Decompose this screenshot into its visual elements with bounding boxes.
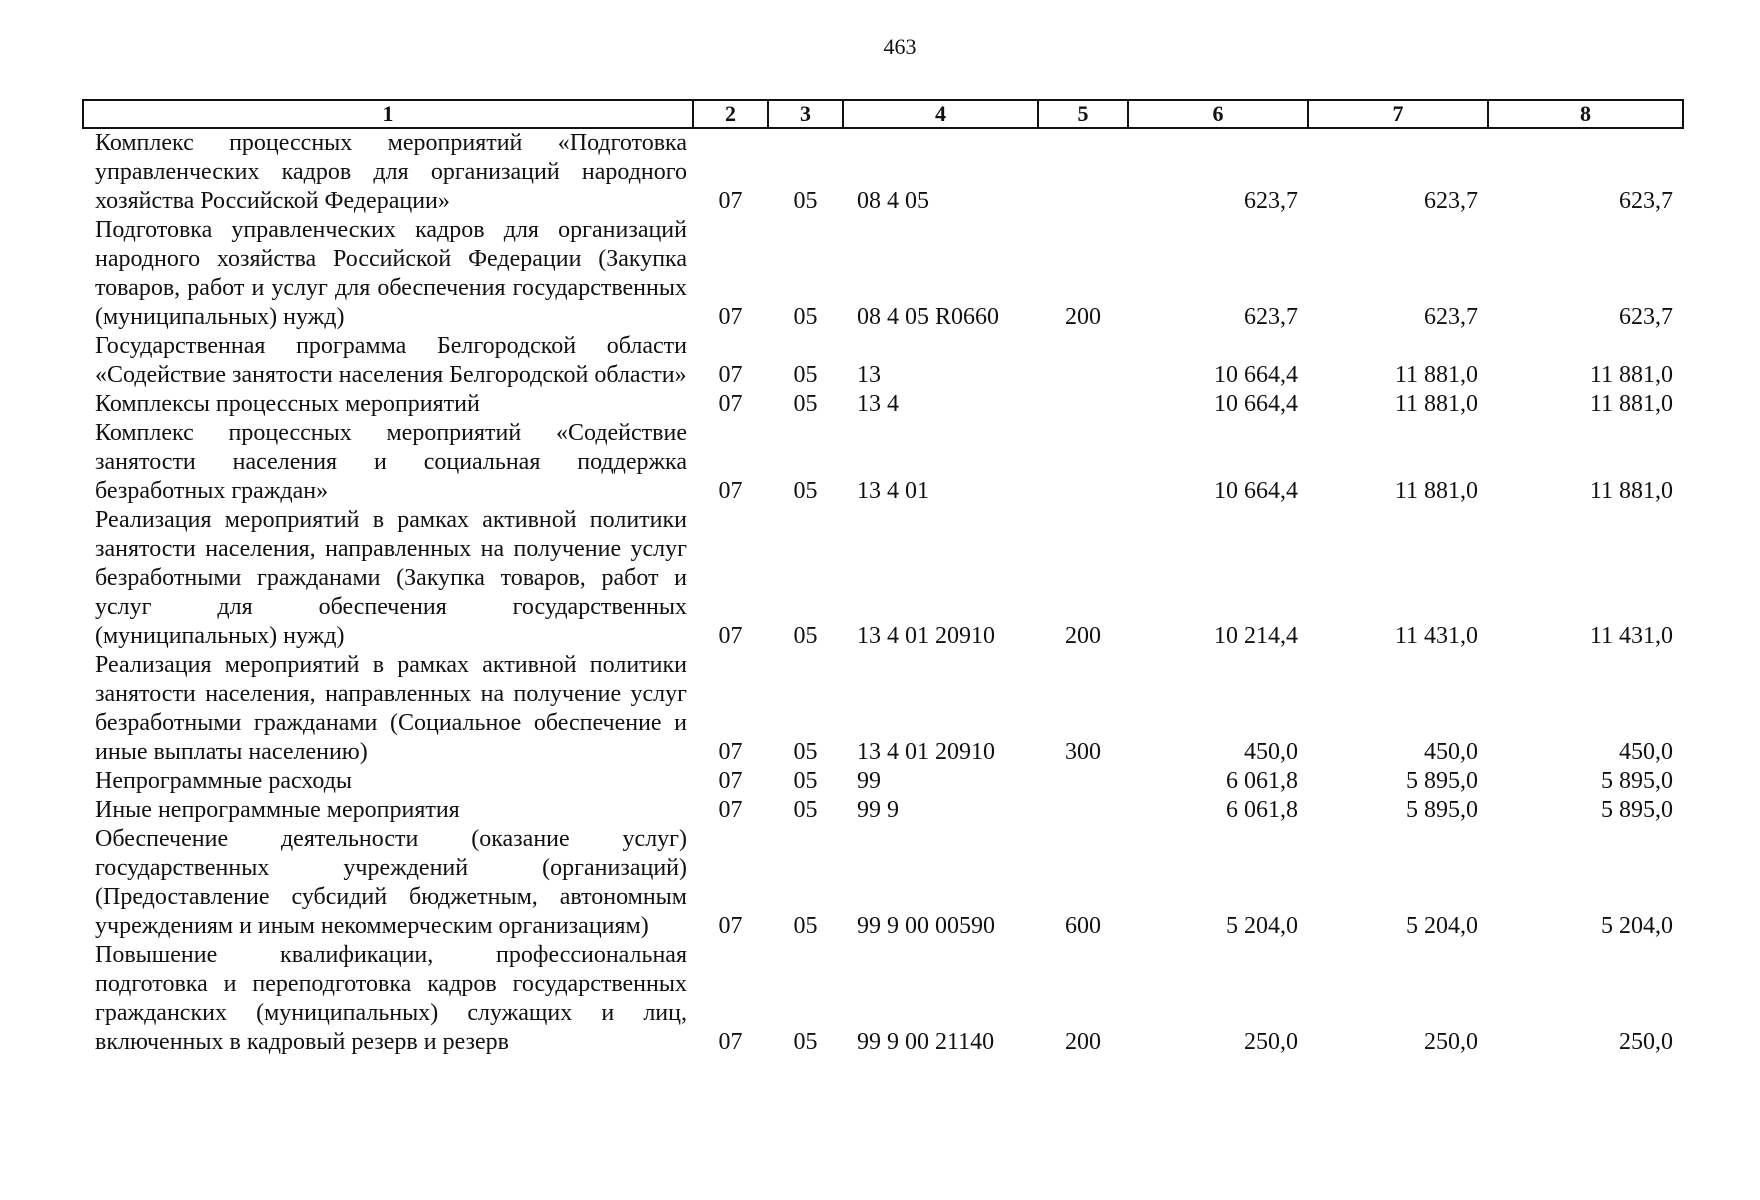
row-amount-col7: 450,0 [1424,739,1478,765]
table-row [83,767,1683,796]
row-expense-type [1038,767,1128,796]
row-subsection: 05 [793,797,818,823]
row-amount-col6: 6 061,8 [1226,797,1298,823]
table-header [83,100,1683,128]
header-col-6: 6 [1128,100,1308,128]
row-subsection: 05 [793,623,818,649]
table-row [83,506,1683,651]
table-body [83,128,1683,1057]
row-subsection: 05 [793,304,818,330]
row-amount-col7: 11 431,0 [1394,623,1478,649]
row-subsection: 05 [793,391,818,417]
row-amount-col8: 11 431,0 [1589,623,1673,649]
row-expense-type: 200 [1065,623,1101,649]
row-amount-col6: 450,0 [1244,739,1298,765]
row-amount-col6: 5 204,0 [1226,913,1298,939]
row-amount-col6: 10 664,4 [1214,362,1298,388]
row-section: 07 [718,304,743,330]
row-amount-col7: 5 204,0 [1406,913,1478,939]
row-amount-col8: 5 204,0 [1601,913,1673,939]
row-description: Комплекс процессных мероприятий «Подготовка управленческих кадров для организаций народного хозяйства Российской Федерации» [95,130,687,214]
row-subsection: 05 [793,739,818,765]
row-amount-col7: 250,0 [1424,1029,1478,1055]
table-row [83,216,1683,332]
row-amount-col7: 11 881,0 [1394,391,1478,417]
row-amount-col7: 5 895,0 [1406,768,1478,794]
table-row [83,825,1683,941]
row-subsection: 05 [793,478,818,504]
row-subsection: 05 [793,188,818,214]
row-section: 07 [718,188,743,214]
row-target-code: 99 9 [857,797,899,823]
header-col-4: 4 [843,100,1038,128]
row-amount-col8: 11 881,0 [1589,478,1673,504]
row-amount-col8: 11 881,0 [1589,391,1673,417]
row-amount-col7: 11 881,0 [1394,362,1478,388]
table-row [83,128,1683,216]
row-amount-col6: 10 664,4 [1214,478,1298,504]
row-amount-col6: 10 214,4 [1214,623,1298,649]
row-description: Комплекс процессных мероприятий «Содействие занятости населения и социальная поддержка безработных граждан» [95,420,687,504]
row-amount-col7: 623,7 [1424,188,1478,214]
row-subsection: 05 [793,913,818,939]
row-section: 07 [718,478,743,504]
row-expense-type [1038,128,1128,216]
row-target-code: 13 4 01 20910 [857,623,995,649]
header-col-1: 1 [83,100,693,128]
row-description: Иные непрограммные мероприятия [95,797,460,823]
row-target-code: 13 4 [857,391,899,417]
row-amount-col8: 5 895,0 [1601,768,1673,794]
page-number: 463 [883,34,917,59]
row-target-code: 13 4 01 20910 [857,739,995,765]
row-amount-col7: 623,7 [1424,304,1478,330]
row-amount-col8: 623,7 [1619,188,1673,214]
row-target-code: 99 [857,768,881,794]
header-row [83,100,1683,128]
row-section: 07 [718,391,743,417]
row-amount-col8: 623,7 [1619,304,1673,330]
row-target-code: 99 9 00 00590 [857,913,995,939]
table-row [83,941,1683,1057]
row-description: Непрограммные расходы [95,768,353,794]
row-expense-type: 300 [1065,739,1101,765]
row-description: Обеспечение деятельности (оказание услуг) государственных учреждений (организаций) (Предоставление субсидий бюджетным, автономным учреждениям и иным некоммерческим организациям) [95,826,687,939]
row-section: 07 [718,797,743,823]
row-amount-col8: 5 895,0 [1601,797,1673,823]
row-description: Повышение квалификации, профессиональная подготовка и переподготовка кадров государственных гражданских (муниципальных) служащих и лиц, включенных в кадровый резерв и резерв [95,942,687,1055]
table-row [83,651,1683,767]
table-row [83,332,1683,390]
row-section: 07 [718,768,743,794]
row-target-code: 13 4 01 [857,478,929,504]
row-subsection: 05 [793,362,818,388]
header-col-8: 8 [1488,100,1683,128]
row-amount-col7: 5 895,0 [1406,797,1478,823]
row-section: 07 [718,623,743,649]
row-amount-col8: 450,0 [1619,739,1673,765]
row-description: Реализация мероприятий в рамках активной политики занятости населения, направленных на получение услуг безработными гражданами (Социальное обеспечение и иные выплаты населению) [95,652,687,765]
row-expense-type [1038,796,1128,825]
row-expense-type [1038,390,1128,419]
row-subsection: 05 [793,768,818,794]
row-target-code: 99 9 00 21140 [857,1029,995,1055]
header-col-5: 5 [1038,100,1128,128]
row-target-code: 08 4 05 R0660 [857,304,1000,330]
row-target-code: 08 4 05 [857,188,929,214]
table-row [83,390,1683,419]
row-expense-type [1038,419,1128,506]
row-expense-type: 600 [1065,913,1101,939]
row-amount-col8: 11 881,0 [1589,362,1673,388]
row-description: Реализация мероприятий в рамках активной политики занятости населения, направленных на получение услуг безработными гражданами (Закупка товаров, работ и услуг для обеспечения государственных (муниципальных) нужд) [95,507,687,649]
row-description: Государственная программа Белгородской области «Содействие занятости населения Белгородской области» [95,333,687,388]
row-expense-type [1038,332,1128,390]
row-section: 07 [718,739,743,765]
row-target-code: 13 [857,362,881,388]
row-description: Подготовка управленческих кадров для организаций народного хозяйства Российской Федерации (Закупка товаров, работ и услуг для обеспечения государственных (муниципальных) нужд) [95,217,687,330]
row-amount-col6: 623,7 [1244,188,1298,214]
row-amount-col7: 11 881,0 [1394,478,1478,504]
row-description: Комплексы процессных мероприятий [95,391,480,417]
table-row [83,419,1683,506]
budget-table [82,99,1684,1057]
row-amount-col6: 250,0 [1244,1029,1298,1055]
row-section: 07 [718,362,743,388]
row-expense-type: 200 [1065,304,1101,330]
header-col-3: 3 [768,100,843,128]
row-subsection: 05 [793,1029,818,1055]
row-section: 07 [718,913,743,939]
row-amount-col6: 6 061,8 [1226,768,1298,794]
header-col-2: 2 [693,100,768,128]
row-amount-col8: 250,0 [1619,1029,1673,1055]
table-row [83,796,1683,825]
row-amount-col6: 10 664,4 [1214,391,1298,417]
row-section: 07 [718,1029,743,1055]
header-col-7: 7 [1308,100,1488,128]
row-amount-col6: 623,7 [1244,304,1298,330]
row-expense-type: 200 [1065,1029,1101,1055]
